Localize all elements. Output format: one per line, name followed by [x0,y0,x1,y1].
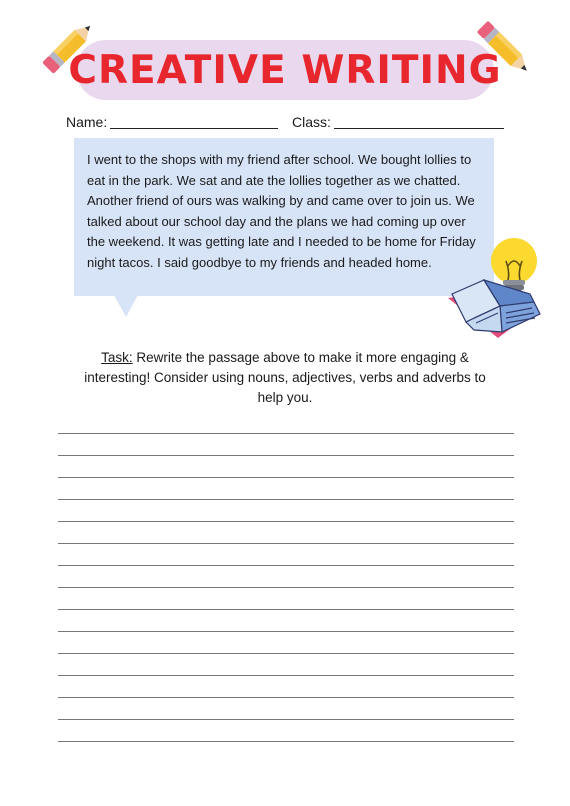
writing-line[interactable] [58,433,514,434]
title-banner [68,40,502,100]
speech-tail [114,295,138,317]
writing-line[interactable] [58,697,514,698]
page-title: CREATIVE WRITING [68,47,502,93]
writing-line[interactable] [58,741,514,742]
writing-line[interactable] [58,499,514,500]
writing-line[interactable] [58,653,514,654]
writing-line[interactable] [58,587,514,588]
name-label: Name: [66,114,108,130]
student-info-row [66,114,506,134]
writing-line[interactable] [58,565,514,566]
writing-line[interactable] [58,631,514,632]
writing-line[interactable] [58,675,514,676]
class-label: Class: [292,114,331,130]
name-field[interactable] [110,128,278,129]
writing-line[interactable] [58,719,514,720]
writing-line[interactable] [58,543,514,544]
passage-text: I went to the shops with my friend after school. We bought lollies to eat in the park. We sat and ate the lollies together as we chatted. Another friend of ours was walking by and came over to join us. We talked about our school day and the plans we had coming up over the weekend. It was getting late and I needed to be home for Friday night tacos. I said goodbye to my friends and headed home. [87,152,476,270]
writing-area[interactable] [58,433,514,763]
writing-line[interactable] [58,477,514,478]
writing-line[interactable] [58,521,514,522]
writing-line[interactable] [58,455,514,456]
class-field[interactable] [334,128,504,129]
writing-line[interactable] [58,609,514,610]
open-book-icon [444,234,544,338]
task-label: Task: [101,350,133,365]
task-text: Rewrite the passage above to make it more engaging & interesting! Consider using nouns, adjectives, verbs and adverbs to help you. [84,350,486,405]
passage-bubble [74,138,494,296]
task-instructions [72,348,498,408]
